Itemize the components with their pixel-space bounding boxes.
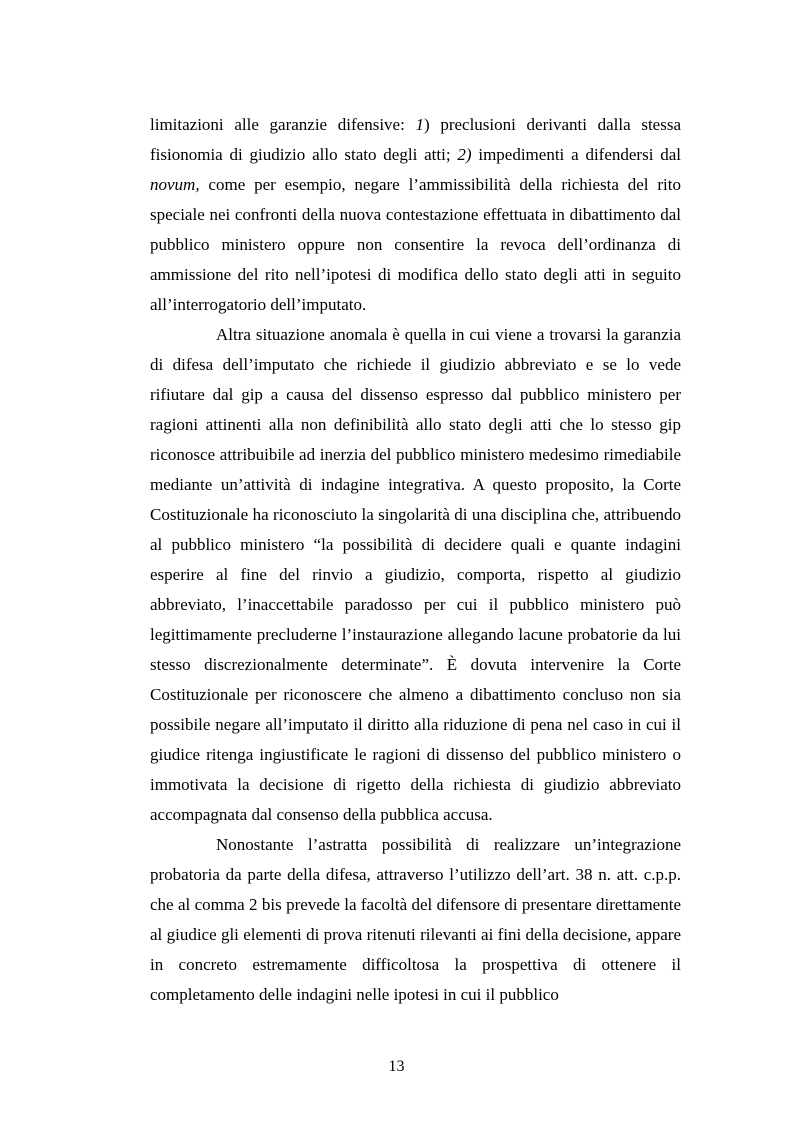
italic-text-run: 1 <box>415 115 424 134</box>
italic-text-run: novum, <box>150 175 200 194</box>
document-body <box>150 110 681 1010</box>
text-run: impedimenti a difendersi dal <box>471 145 681 164</box>
text-run: ) preclusioni derivanti dalla stessa fisionomia di giudizio allo stato degli atti; <box>150 115 681 164</box>
italic-text-run: 2) <box>457 145 472 164</box>
paragraph <box>150 320 681 830</box>
text-run: limitazioni alle garanzie difensive: <box>150 115 416 134</box>
text-run: Nonostante l’astratta possibilità di realizzare un’integrazione probatoria da parte della difesa, attraverso l’utilizzo dell’art. 38 n. att. c.p.p. che al comma 2 bis prevede la facoltà del difensore di presentare direttamente al giudice gli elementi di prova ritenuti rilevanti ai fini della decisione, appare in concreto estremamente difficoltosa la prospettiva di ottenere il completamento delle indagini nelle ipotesi in cui il pubblico <box>150 835 681 1004</box>
text-run: come per esempio, negare l’ammissibilità della richiesta del rito speciale nei confronti della nuova contestazione effettuata in dibattimento dal pubblico ministero oppure non consentire la revoca dell’ordinanza di ammissione del rito nell’ipotesi di modifica dello stato degli atti in seguito all’interrogatorio dell’imputato. <box>150 175 681 314</box>
paragraph <box>150 830 681 1010</box>
text-run: Altra situazione anomala è quella in cui viene a trovarsi la garanzia di difesa dell’imputato che richiede il giudizio abbreviato e se lo vede rifiutare dal gip a causa del dissenso espresso dal pubblico ministero per ragioni attinenti alla non definibilità allo stato degli atti che lo stesso gip riconosce attribuibile ad inerzia del pubblico ministero medesimo rimediabile mediante un’attività di indagine integrativa. A questo proposito, la Corte Costituzionale ha riconosciuto la singolarità di una disciplina che, attribuendo al pubblico ministero “la possibilità di decidere quali e quante indagini esperire al fine del rinvio a giudizio, comporta, rispetto al giudizio abbreviato, l’inaccettabile paradosso per cui il pubblico ministero può legittimamente precluderne l’instaurazione allegando lacune probatorie da lui stesso discrezionalmente determinate”. È dovuta intervenire la Corte Costituzionale per riconoscere che almeno a dibattimento concluso non sia possibile negare all’imputato il diritto alla riduzione di pena nel caso in cui il giudice ritenga ingiustificate le ragioni di dissenso del pubblico ministero o immotivata la decisione di rigetto della richiesta di giudizio abbreviato accompagnata dal consenso della pubblica accusa. <box>150 325 681 824</box>
paragraph <box>150 110 681 320</box>
page-number: 13 <box>388 1058 405 1075</box>
